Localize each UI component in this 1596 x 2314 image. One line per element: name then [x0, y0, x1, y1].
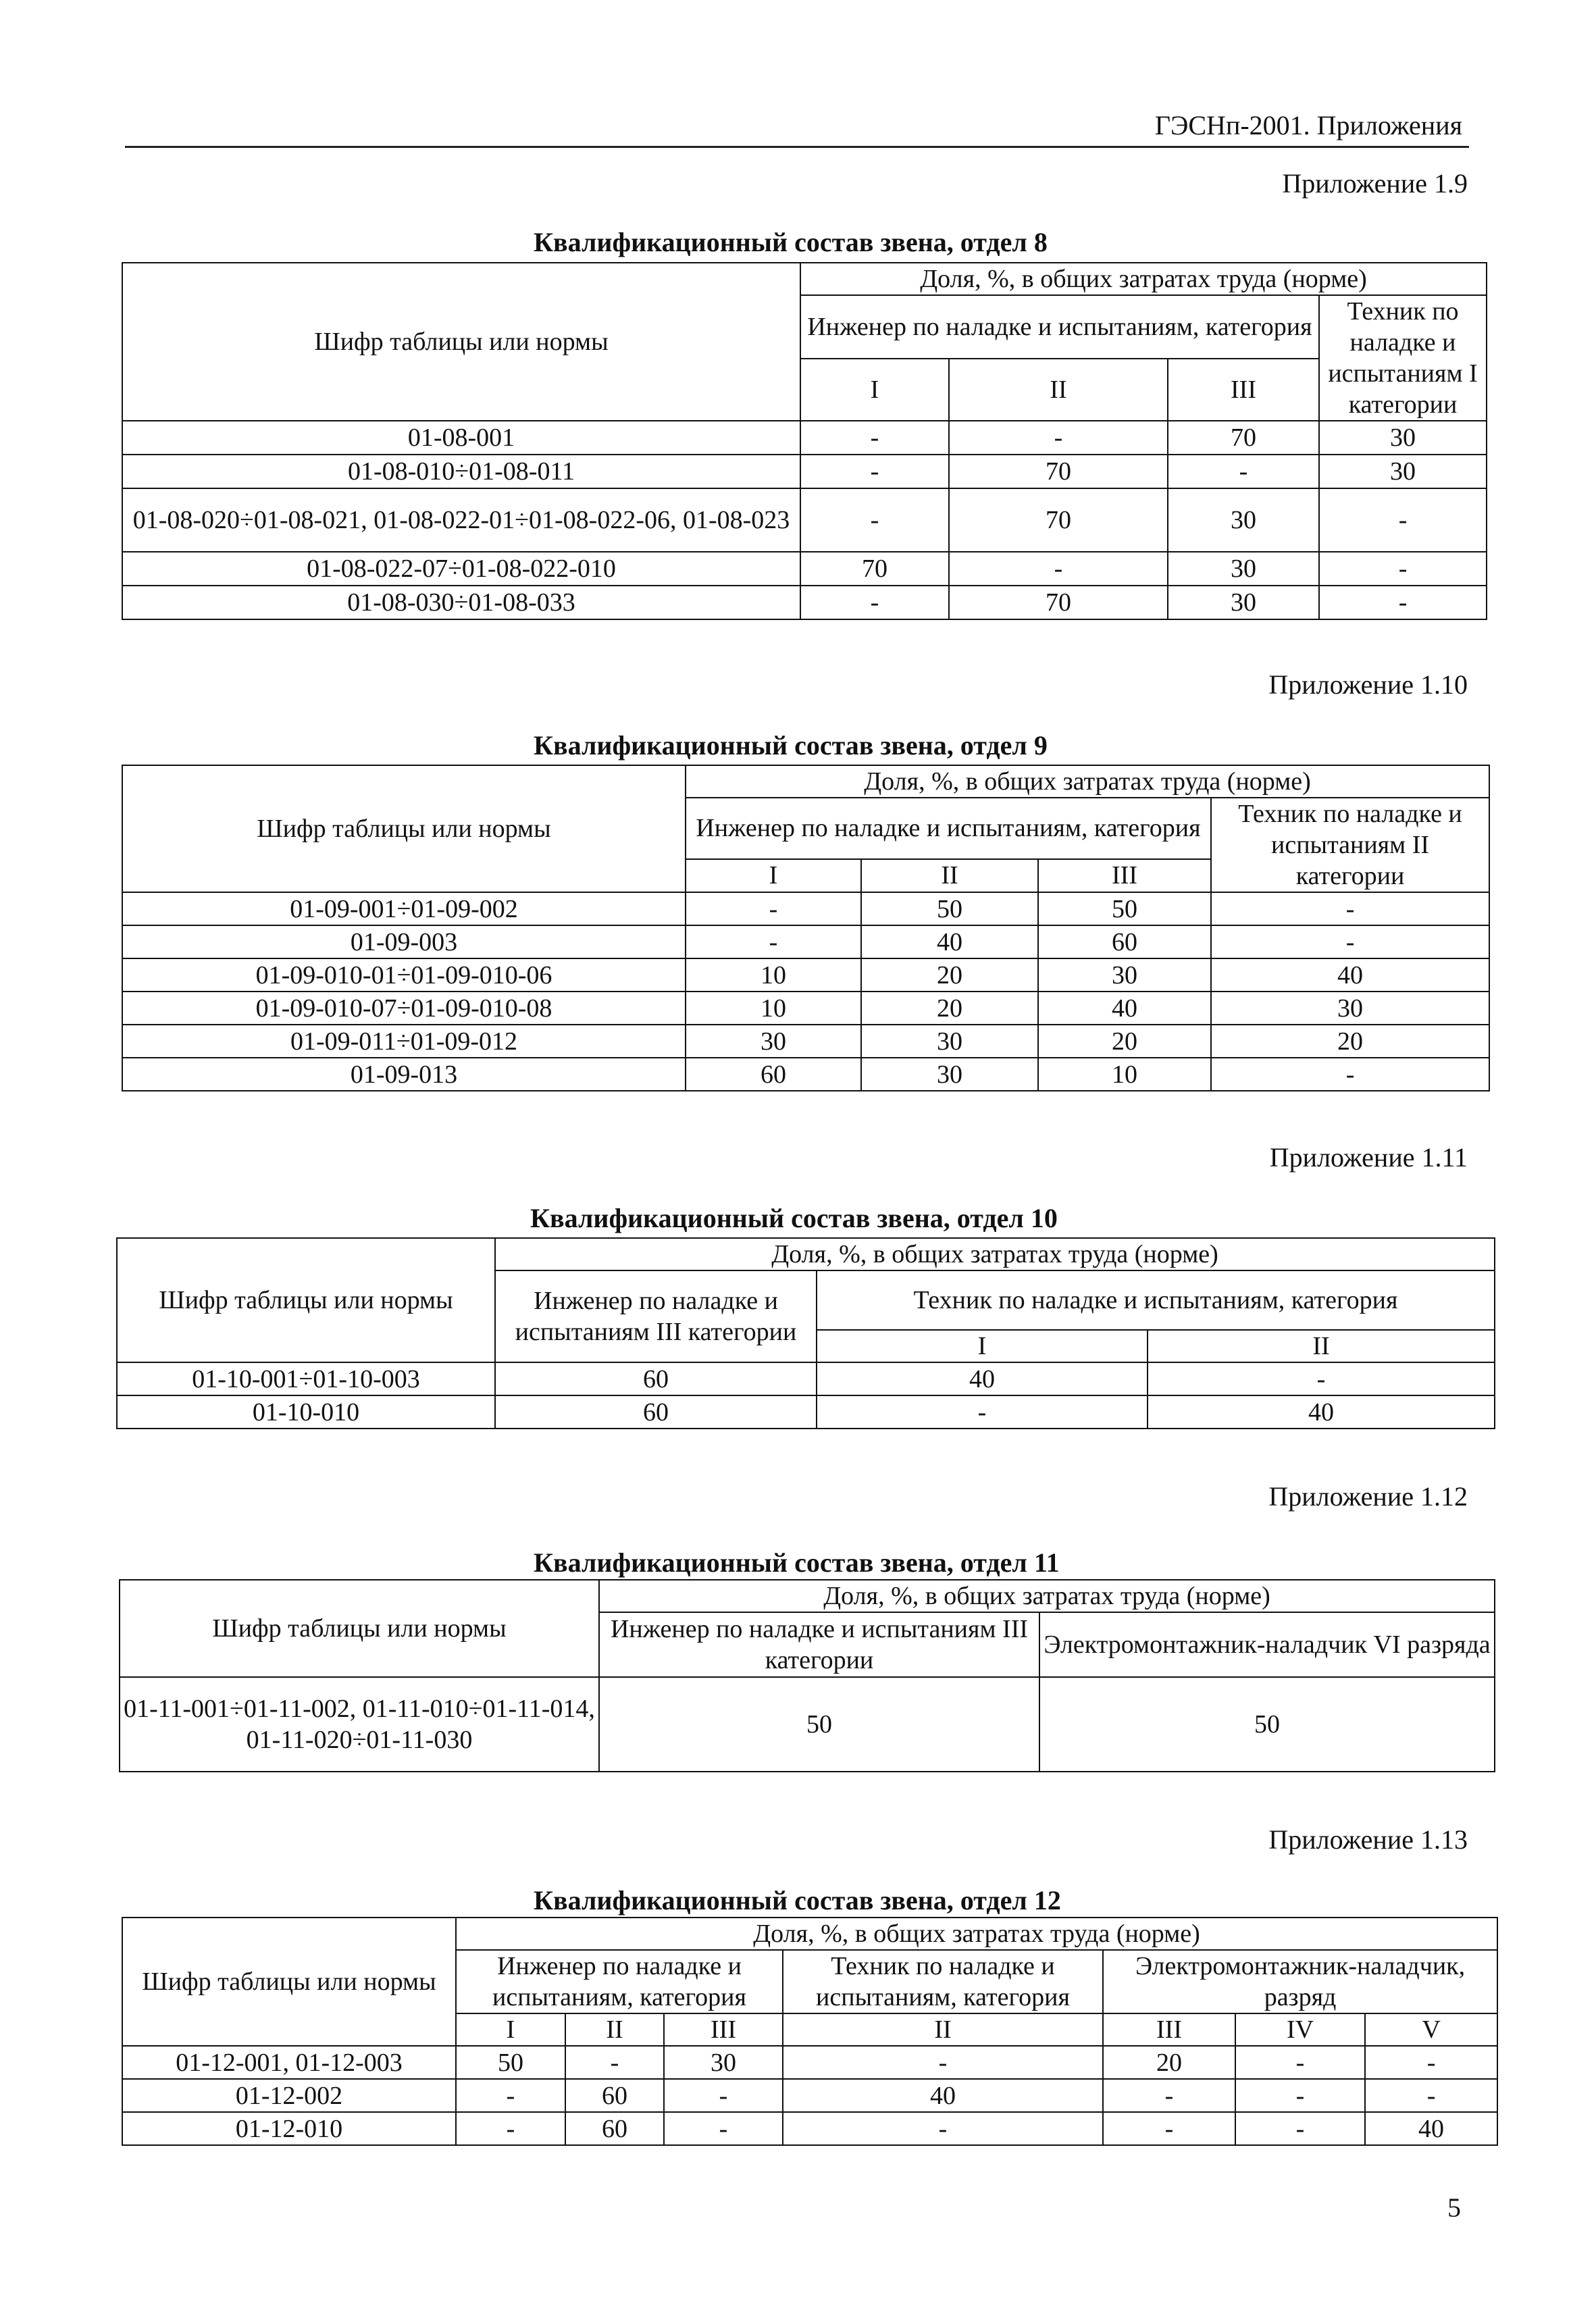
cell-value: 50 — [456, 2046, 565, 2079]
col-header-engineer: Инженер по наладке и испытаниям III категории — [599, 1612, 1039, 1677]
cell-code: 01-08-030÷01-08-033 — [122, 586, 800, 619]
table-header-row — [122, 1918, 1497, 1950]
category-label: III — [1168, 359, 1319, 421]
table-1-13 — [122, 1917, 1498, 2146]
category-label: I — [456, 2013, 565, 2046]
cell-value: - — [565, 2046, 664, 2079]
table-row — [122, 2079, 1497, 2112]
col-header-code: Шифр таблицы или нормы — [122, 263, 800, 421]
category-label: III — [664, 2013, 783, 2046]
cell-value: 60 — [686, 1058, 861, 1091]
cell-value: 30 — [1168, 586, 1319, 619]
cell-code: 01-08-020÷01-08-021, 01-08-022-01÷01-08-022-06, 01-08-023 — [122, 488, 800, 552]
cell-value: - — [1211, 925, 1489, 958]
cell-value: 20 — [861, 992, 1038, 1025]
col-header-code: Шифр таблицы или нормы — [122, 1918, 456, 2046]
category-label: II — [565, 2013, 664, 2046]
cell-value: 60 — [1038, 925, 1211, 958]
table-header-row — [117, 1238, 1495, 1270]
table-1-10 — [122, 765, 1490, 1091]
col-header-share: Доля, %, в общих затратах труда (норме) — [800, 263, 1487, 295]
table-row — [122, 892, 1489, 925]
cell-code: 01-10-010 — [117, 1395, 495, 1429]
col-header-share: Доля, %, в общих затратах труда (норме) — [495, 1238, 1495, 1270]
col-header-engineer: Инженер по наладке и испытаниям, категория — [800, 295, 1319, 359]
cell-value: - — [783, 2046, 1103, 2079]
cell-value: 70 — [1168, 421, 1319, 455]
table-row — [122, 455, 1487, 488]
cell-value: - — [1365, 2079, 1497, 2112]
cell-value: 70 — [800, 552, 949, 586]
category-label: I — [800, 359, 949, 421]
cell-code: 01-11-001÷01-11-002, 01-11-010÷01-11-014, 01-11-020÷01-11-030 — [120, 1677, 599, 1772]
cell-value: 50 — [1039, 1677, 1495, 1772]
cell-code: 01-08-001 — [122, 421, 800, 455]
table-header-row — [122, 765, 1489, 798]
cell-value: - — [1211, 892, 1489, 925]
cell-value: 10 — [686, 958, 861, 992]
cell-value: - — [1103, 2079, 1235, 2112]
table-row — [117, 1395, 1495, 1429]
cell-value: 30 — [1038, 958, 1211, 992]
cell-value: - — [817, 1395, 1148, 1429]
table-row — [122, 421, 1487, 455]
cell-value: 40 — [783, 2079, 1103, 2112]
appendix-label-1-9: Приложение 1.9 — [1282, 168, 1468, 199]
table-row — [122, 488, 1487, 552]
cell-value: 40 — [861, 925, 1038, 958]
category-label: II — [783, 2013, 1103, 2046]
cell-value: 30 — [861, 1025, 1038, 1058]
page-number: 5 — [1447, 2192, 1461, 2223]
cell-value: 10 — [686, 992, 861, 1025]
cell-value: - — [800, 586, 949, 619]
cell-value: - — [664, 2112, 783, 2145]
table-caption-1-11: Квалификационный состав звена, отдел 10 — [530, 1203, 1058, 1233]
cell-code: 01-09-003 — [122, 925, 686, 958]
cell-value: 30 — [664, 2046, 783, 2079]
cell-value: - — [1168, 455, 1319, 488]
col-header-technician: Техник по наладке и испытаниям, категория — [783, 1950, 1103, 2013]
cell-code: 01-09-001÷01-09-002 — [122, 892, 686, 925]
col-header-engineer: Инженер по наладке и испытаниям III категории — [495, 1270, 817, 1362]
col-header-share: Доля, %, в общих затратах труда (норме) — [456, 1918, 1497, 1950]
table-row — [122, 586, 1487, 619]
grade-label: V — [1365, 2013, 1497, 2046]
category-label: II — [949, 359, 1168, 421]
grade-label: III — [1103, 2013, 1235, 2046]
cell-value: - — [949, 552, 1168, 586]
cell-value: 60 — [495, 1395, 817, 1429]
cell-code: 01-09-013 — [122, 1058, 686, 1091]
category-label: I — [817, 1330, 1148, 1362]
appendix-label-1-12: Приложение 1.12 — [1268, 1481, 1468, 1512]
cell-value: - — [800, 455, 949, 488]
table-row — [122, 1058, 1489, 1091]
cell-code: 01-09-010-07÷01-09-010-08 — [122, 992, 686, 1025]
table-header-row — [122, 263, 1487, 295]
table-row — [122, 992, 1489, 1025]
col-header-technician: Техник по наладке и испытаниям II категории — [1211, 798, 1489, 892]
table-row — [120, 1677, 1495, 1772]
cell-value: 30 — [1211, 992, 1489, 1025]
cell-value: 20 — [861, 958, 1038, 992]
cell-value: - — [1319, 586, 1487, 619]
cell-value: 30 — [686, 1025, 861, 1058]
col-header-electrician: Электромонтажник-наладчик VI разряда — [1039, 1612, 1495, 1677]
header-title: ГЭСНп-2001. Приложения — [1154, 110, 1462, 140]
cell-code: 01-10-001÷01-10-003 — [117, 1362, 495, 1395]
table-row — [122, 925, 1489, 958]
table-caption-1-9: Квалификационный состав звена, отдел 8 — [534, 227, 1048, 257]
cell-value: - — [456, 2112, 565, 2145]
cell-code: 01-09-010-01÷01-09-010-06 — [122, 958, 686, 992]
table-header-row — [120, 1580, 1495, 1612]
col-header-electrician: Электромонтажник-наладчик, разряд — [1103, 1950, 1497, 2013]
col-header-code: Шифр таблицы или нормы — [120, 1580, 599, 1677]
cell-value: 50 — [599, 1677, 1039, 1772]
cell-code: 01-12-010 — [122, 2112, 456, 2145]
cell-value: 70 — [949, 586, 1168, 619]
table-1-9 — [122, 262, 1487, 620]
cell-value: - — [949, 421, 1168, 455]
table-row — [122, 552, 1487, 586]
table-row — [122, 958, 1489, 992]
cell-value: - — [456, 2079, 565, 2112]
cell-code: 01-12-002 — [122, 2079, 456, 2112]
cell-code: 01-08-010÷01-08-011 — [122, 455, 800, 488]
col-header-code: Шифр таблицы или нормы — [122, 765, 686, 892]
cell-value: - — [783, 2112, 1103, 2145]
cell-value: - — [686, 892, 861, 925]
cell-code: 01-08-022-07÷01-08-022-010 — [122, 552, 800, 586]
cell-value: 70 — [949, 488, 1168, 552]
cell-value: 30 — [1319, 421, 1487, 455]
cell-value: - — [800, 421, 949, 455]
appendix-label-1-11: Приложение 1.11 — [1269, 1142, 1468, 1173]
cell-value: - — [1235, 2046, 1365, 2079]
cell-code: 01-09-011÷01-09-012 — [122, 1025, 686, 1058]
col-header-share: Доля, %, в общих затратах труда (норме) — [686, 765, 1489, 798]
col-header-engineer: Инженер по наладке и испытаниям, категория — [456, 1950, 783, 2013]
cell-value: - — [664, 2079, 783, 2112]
cell-value: - — [1211, 1058, 1489, 1091]
running-header — [125, 108, 1469, 148]
table-caption-1-10: Квалификационный состав звена, отдел 9 — [534, 730, 1048, 761]
table-1-11 — [116, 1237, 1495, 1429]
cell-value: 40 — [1148, 1395, 1495, 1429]
table-row — [122, 2046, 1497, 2079]
cell-value: 30 — [1168, 488, 1319, 552]
cell-value: 30 — [1319, 455, 1487, 488]
category-label: II — [1148, 1330, 1495, 1362]
cell-value: 10 — [1038, 1058, 1211, 1091]
cell-value: 40 — [1211, 958, 1489, 992]
cell-value: - — [1319, 552, 1487, 586]
cell-value: - — [1235, 2112, 1365, 2145]
table-row — [122, 2112, 1497, 2145]
grade-label: IV — [1235, 2013, 1365, 2046]
col-header-share: Доля, %, в общих затратах труда (норме) — [599, 1580, 1495, 1612]
category-label: I — [686, 859, 861, 892]
appendix-label-1-13: Приложение 1.13 — [1268, 1824, 1468, 1855]
table-row — [117, 1362, 1495, 1395]
table-row — [122, 1025, 1489, 1058]
cell-value: - — [800, 488, 949, 552]
cell-value: 40 — [817, 1362, 1148, 1395]
cell-value: 20 — [1038, 1025, 1211, 1058]
cell-value: - — [1319, 488, 1487, 552]
cell-value: - — [1148, 1362, 1495, 1395]
cell-value: 60 — [565, 2112, 664, 2145]
cell-value: 60 — [565, 2079, 664, 2112]
cell-value: - — [1103, 2112, 1235, 2145]
cell-value: - — [1365, 2046, 1497, 2079]
cell-value: 50 — [1038, 892, 1211, 925]
cell-value: 30 — [1168, 552, 1319, 586]
col-header-code: Шифр таблицы или нормы — [117, 1238, 495, 1362]
appendix-label-1-10: Приложение 1.10 — [1268, 669, 1468, 700]
col-header-technician: Техник по наладке и испытаниям I категории — [1319, 295, 1487, 421]
cell-value: 60 — [495, 1362, 817, 1395]
cell-value: 40 — [1038, 992, 1211, 1025]
col-header-engineer: Инженер по наладке и испытаниям, категория — [686, 798, 1211, 859]
table-caption-1-12: Квалификационный состав звена, отдел 11 — [534, 1547, 1060, 1578]
cell-value: - — [686, 925, 861, 958]
cell-value: 50 — [861, 892, 1038, 925]
category-label: III — [1038, 859, 1211, 892]
category-label: II — [861, 859, 1038, 892]
col-header-technician: Техник по наладке и испытаниям, категория — [817, 1270, 1495, 1330]
table-caption-1-13: Квалификационный состав звена, отдел 12 — [534, 1885, 1061, 1916]
cell-value: - — [1235, 2079, 1365, 2112]
cell-code: 01-12-001, 01-12-003 — [122, 2046, 456, 2079]
cell-value: 40 — [1365, 2112, 1497, 2145]
cell-value: 20 — [1211, 1025, 1489, 1058]
table-1-12 — [119, 1579, 1495, 1772]
cell-value: 70 — [949, 455, 1168, 488]
cell-value: 30 — [861, 1058, 1038, 1091]
cell-value: 20 — [1103, 2046, 1235, 2079]
